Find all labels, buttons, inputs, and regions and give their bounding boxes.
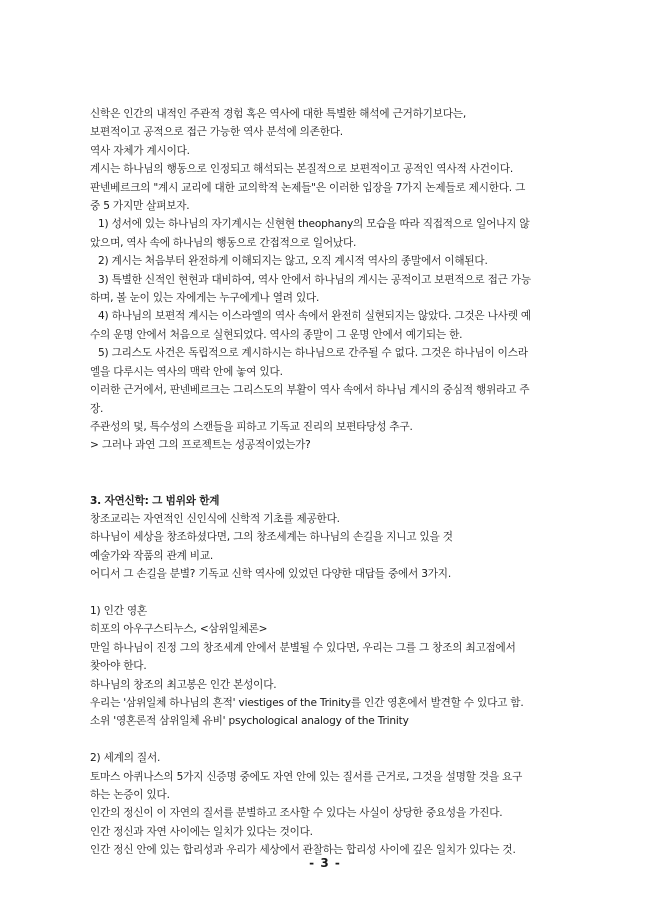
text-line: 하는 논증이 있다. xyxy=(90,788,170,801)
spacer xyxy=(90,584,568,602)
text-line: > 그러나 과연 그의 프로젝트는 성공적이었는가? xyxy=(90,439,311,452)
text-line: 인간의 정신이 이 자연의 질서를 분별하고 조사할 수 있다는 사실이 상당한 중요성을 가진다. xyxy=(90,807,503,820)
text-line: 인간 정신과 자연 사이에는 일치가 있다는 것이다. xyxy=(90,825,313,838)
text-line: 히포의 아우구스티누스, <삼위일체론> xyxy=(90,623,268,636)
thesis-line: 4) 하나님의 보편적 계시는 이스라엘의 역사 속에서 완전히 실현되지는 않았다. 그것은 나사렛 예 xyxy=(98,310,531,323)
thesis-line: 1) 성서에 있는 하나님의 자기계시는 신현현 theophany의 모습을 따라 직접적으로 일어나지 않 xyxy=(98,218,530,231)
text-line: 판넨베르크의 "계시 교리에 대한 교의학적 논제들"은 이러한 입장을 7가지 논제들로 제시한다. 그 xyxy=(90,181,526,194)
thesis-line: 3) 특별한 신적인 현현과 대비하여, 역사 안에서 하나님의 계시는 공적이고 보편적으로 접근 가능 xyxy=(98,273,531,286)
text-line: 소위 '영혼론적 삼위일체 유비' psychological analogy of the Trinity xyxy=(90,715,409,728)
thesis-line: 2) 계시는 처음부터 완전하게 이해되지는 않고, 오직 계시적 역사의 종말에서 이해된다. xyxy=(98,255,488,268)
text-line: 만일 하나님이 진정 그의 창조세계 안에서 분별될 수 있다면, 우리는 그를 그 창조의 최고점에서 xyxy=(90,641,516,654)
text-line: 토마스 아퀴나스의 5가지 신증명 중에도 자연 안에 있는 질서를 근거로, 그것을 설명할 것을 요구 xyxy=(90,770,523,783)
thesis-line: 5) 그리스도 사건은 독립적으로 계시하시는 하나님으로 간주될 수 없다. 그것은 하나님이 이스라 xyxy=(98,347,528,360)
thesis-line: 수의 운명 안에서 처음으로 실현되었다. 역사의 종말이 그 운명 안에서 예기되는 한. xyxy=(90,328,463,341)
text-line: 하나님의 창조의 최고봉은 인간 본성이다. xyxy=(90,678,277,691)
text-line: 계시는 하나님의 행동으로 인정되고 해석되는 본질적으로 보편적이고 공적인 역사적 사건이다. xyxy=(90,163,513,176)
section-heading: 3. 자연신학: 그 범위와 한계 xyxy=(90,494,220,507)
page-number: - 3 - xyxy=(309,856,341,870)
text-line: 장. xyxy=(90,402,104,415)
text-line: 예술가와 작품의 관계 비교. xyxy=(90,549,214,562)
text-line: 신학은 인간의 내적인 주관적 경험 혹은 역사에 대한 특별한 해석에 근거하기보다는, xyxy=(90,108,466,120)
subsection-heading: 2) 세계의 질서. xyxy=(90,752,161,765)
text-line: 역사 자체가 계시이다. xyxy=(90,144,190,157)
thesis-line: 엘을 다루시는 역사의 맥락 안에 놓여 있다. xyxy=(90,365,283,378)
text-line: 보편적이고 공적으로 접근 가능한 역사 분석에 의존한다. xyxy=(90,126,343,139)
text-line: 인간 정신 안에 있는 합리성과 우리가 세상에서 관찰하는 합리성 사이에 깊은 일치가 있다는 것. xyxy=(90,844,516,857)
thesis-line: 았으며, 역사 속에 하나님의 행동으로 간접적으로 일어났다. xyxy=(90,236,357,249)
page-body xyxy=(90,105,568,860)
text-line: 찾아야 한다. xyxy=(90,660,147,673)
spacer xyxy=(90,731,568,749)
text-line: 이러한 근거에서, 판넨베르크는 그리스도의 부활이 역사 속에서 하나님 계시의 중심적 행위라고 주 xyxy=(90,384,530,397)
text-line: 창조교리는 자연적인 신인식에 신학적 기초를 제공한다. xyxy=(90,512,340,525)
text-line: 어디서 그 손길을 분별? 기독교 신학 역사에 있었던 다양한 대답들 중에서 3가지. xyxy=(90,568,452,581)
spacer xyxy=(90,455,568,492)
text-line: 우리는 '삼위일체 하나님의 흔적' viestiges of the Trinity를 인간 영혼에서 발견할 수 있다고 함. xyxy=(90,696,524,709)
thesis-line: 하며, 볼 눈이 있는 자에게는 누구에게나 열려 있다. xyxy=(90,292,320,305)
text-line: 주관성의 덫, 특수성의 스캔들을 피하고 기독교 진리의 보편타당성 추구. xyxy=(90,420,413,433)
subsection-heading: 1) 인간 영혼 xyxy=(90,604,147,617)
text-line: 중 5 가지만 살펴보자. xyxy=(90,200,190,213)
text-line: 하나님이 세상을 창조하셨다면, 그의 창조세계는 하나님의 손길을 지니고 있을 것 xyxy=(90,531,453,544)
